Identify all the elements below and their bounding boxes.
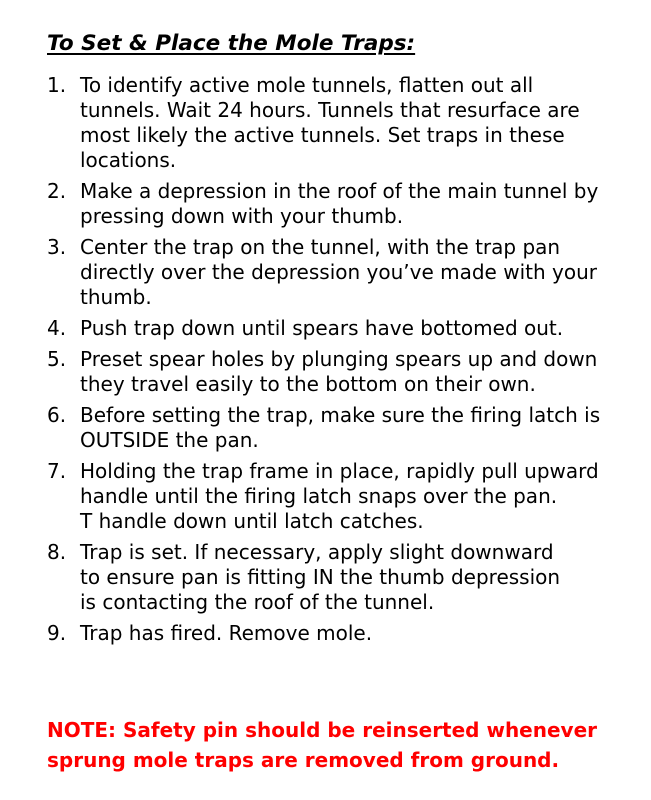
step-item xyxy=(47,179,647,229)
step-number: 4. xyxy=(47,316,67,340)
safety-note-line: NOTE: Safety pin should be reinserted whenever xyxy=(47,718,598,742)
safety-note xyxy=(47,715,647,775)
step-text-line: thumb. xyxy=(80,285,152,309)
step-number: 6. xyxy=(47,403,67,427)
step-number: 7. xyxy=(47,459,67,483)
step-number: 5. xyxy=(47,347,67,371)
steps-list xyxy=(47,73,647,652)
step-item xyxy=(47,459,647,534)
step-text-line: to ensure pan is fitting IN the thumb depression xyxy=(80,565,561,589)
step-text-line: directly over the depression you’ve made with your xyxy=(80,260,597,284)
step-text-line: handle until the firing latch snaps over the pan. xyxy=(80,484,558,508)
step-text-line: T handle down until latch catches. xyxy=(80,509,424,533)
step-number: 2. xyxy=(47,179,67,203)
step-item xyxy=(47,540,647,615)
step-text-line: OUTSIDE the pan. xyxy=(80,428,259,452)
step-item xyxy=(47,403,647,453)
step-text-line: Trap is set. If necessary, apply slight downward xyxy=(80,540,554,564)
step-text-line: they travel easily to the bottom on their own. xyxy=(80,372,536,396)
step-text-line: tunnels. Wait 24 hours. Tunnels that resurface are xyxy=(80,98,580,122)
step-text-line: Center the trap on the tunnel, with the trap pan xyxy=(80,235,561,259)
step-item xyxy=(47,316,647,341)
step-number: 1. xyxy=(47,73,67,97)
step-text-line: Push trap down until spears have bottomed out. xyxy=(80,316,564,340)
step-text-line: Make a depression in the roof of the main tunnel by xyxy=(80,179,599,203)
step-text-line: Before setting the trap, make sure the firing latch is xyxy=(80,403,601,427)
safety-note-line: sprung mole traps are removed from ground. xyxy=(47,748,560,772)
page-title: To Set & Place the Mole Traps: xyxy=(47,31,416,56)
step-text-line: most likely the active tunnels. Set traps in these xyxy=(80,123,565,147)
step-number: 8. xyxy=(47,540,67,564)
step-item xyxy=(47,73,647,173)
step-text-line: Preset spear holes by plunging spears up and down xyxy=(80,347,598,371)
step-item xyxy=(47,621,647,646)
step-item xyxy=(47,235,647,310)
step-text-line: To identify active mole tunnels, flatten out all xyxy=(80,73,534,97)
step-number: 9. xyxy=(47,621,67,645)
step-item xyxy=(47,347,647,397)
step-text-line: locations. xyxy=(80,148,177,172)
step-text-line: pressing down with your thumb. xyxy=(80,204,404,228)
step-text-line: Holding the trap frame in place, rapidly pull upward xyxy=(80,459,599,483)
step-text-line: Trap has fired. Remove mole. xyxy=(80,621,373,645)
step-number: 3. xyxy=(47,235,67,259)
step-text-line: is contacting the roof of the tunnel. xyxy=(80,590,435,614)
